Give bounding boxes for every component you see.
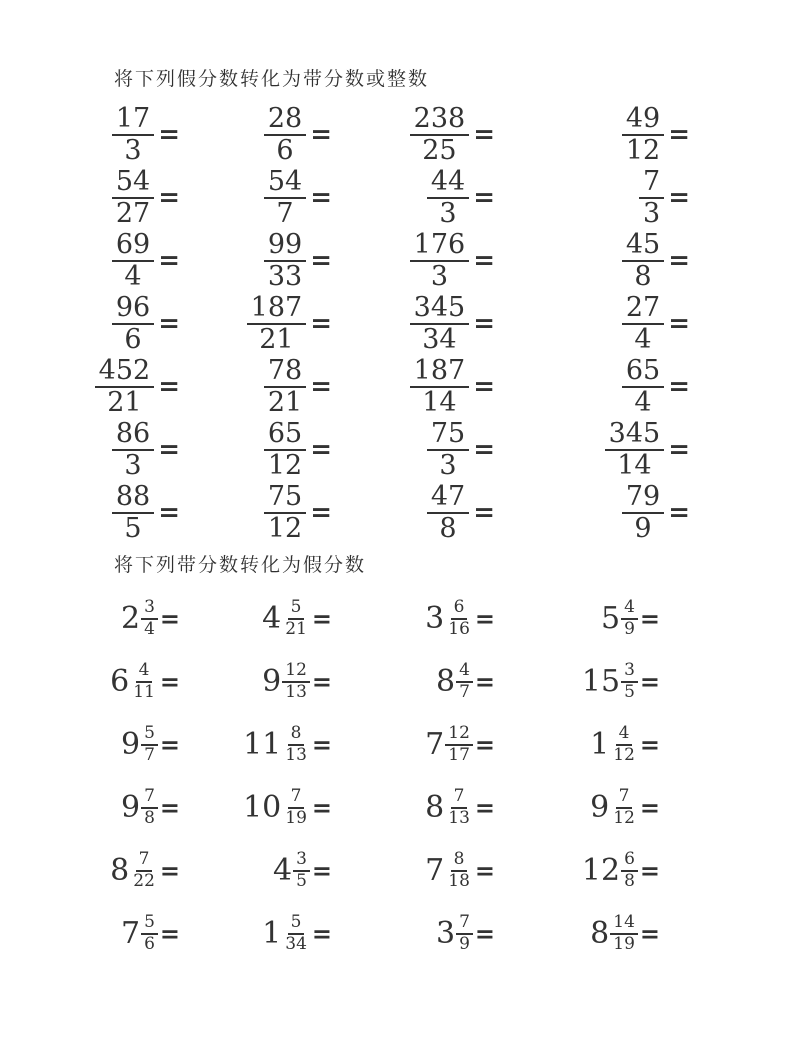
improper-fraction-problem-r1c2 [180, 103, 332, 166]
denominator: 12 [625, 134, 661, 166]
denominator: 3 [430, 260, 449, 292]
equals-sign: = [668, 371, 690, 402]
fraction [282, 911, 310, 954]
numerator: 238 [410, 105, 470, 136]
denominator: 3 [124, 134, 142, 166]
whole-number: 12 [581, 852, 621, 888]
numerator: 3 [621, 662, 638, 683]
fraction [141, 785, 158, 828]
denominator: 16 [448, 618, 470, 639]
numerator: 6 [451, 599, 468, 620]
equals-sign: = [668, 245, 690, 276]
mixed-number-problem-r5c4 [495, 839, 660, 902]
numerator: 7 [136, 851, 153, 872]
denominator: 21 [267, 386, 303, 418]
mixed-number-problem-r3c4 [495, 713, 660, 776]
denominator: 12 [613, 744, 635, 765]
numerator: 452 [95, 357, 155, 388]
equals-sign: = [473, 119, 495, 150]
numerator: 3 [293, 851, 310, 872]
mixed-number-problem-r5c3 [332, 839, 495, 902]
denominator: 3 [643, 197, 661, 229]
equals-sign: = [311, 667, 332, 696]
denominator: 5 [624, 681, 635, 702]
whole-number: 1 [262, 915, 282, 951]
numerator: 12 [282, 662, 310, 683]
equals-sign: = [668, 119, 690, 150]
numerator: 345 [410, 294, 470, 325]
fraction [621, 596, 638, 639]
improper-fraction-grid [98, 102, 800, 544]
equals-sign: = [668, 182, 690, 213]
denominator: 7 [459, 681, 470, 702]
fraction [264, 480, 306, 544]
whole-number: 10 [243, 789, 282, 825]
mixed-number-problem-r1c3 [332, 587, 495, 650]
whole-number: 11 [243, 726, 282, 762]
numerator: 75 [427, 420, 469, 451]
fraction [410, 354, 470, 418]
equals-sign: = [159, 856, 180, 885]
fraction [610, 911, 638, 954]
improper-fraction-problem-r5c3 [332, 355, 495, 418]
fraction [130, 659, 158, 702]
equals-sign: = [159, 793, 180, 822]
fraction [605, 417, 665, 481]
equals-sign: = [311, 793, 332, 822]
equals-sign: = [158, 308, 180, 339]
equals-sign: = [639, 793, 660, 822]
numerator: 14 [610, 914, 638, 935]
mixed-number-problem-r4c4 [495, 776, 660, 839]
mixed-number-problem-r4c3 [332, 776, 495, 839]
improper-fraction-problem-r3c2 [180, 229, 332, 292]
denominator: 13 [285, 744, 307, 765]
equals-sign: = [159, 919, 180, 948]
equals-sign: = [310, 245, 332, 276]
numerator: 69 [112, 231, 154, 262]
equals-sign: = [159, 604, 180, 633]
section-improper-title: 将下列假分数转化为带分数或整数 [114, 68, 430, 90]
equals-sign: = [639, 604, 660, 633]
equals-sign: = [159, 667, 180, 696]
equals-sign: = [473, 371, 495, 402]
denominator: 4 [634, 386, 652, 418]
mixed-number-problem-r2c2 [180, 650, 332, 713]
mixed-number-problem-r3c3 [332, 713, 495, 776]
numerator: 7 [456, 914, 473, 935]
fraction [639, 165, 664, 229]
equals-sign: = [473, 245, 495, 276]
fraction [141, 722, 158, 765]
fraction [264, 354, 306, 418]
fraction [622, 228, 664, 292]
denominator: 12 [613, 807, 635, 828]
mixed-number-problem-r3c2 [180, 713, 332, 776]
numerator: 187 [410, 357, 470, 388]
fraction [445, 785, 473, 828]
denominator: 21 [107, 386, 142, 418]
equals-sign: = [474, 730, 495, 759]
numerator: 7 [451, 788, 468, 809]
improper-fraction-problem-r4c4 [495, 292, 690, 355]
whole-number: 3 [435, 915, 456, 951]
denominator: 4 [634, 323, 652, 355]
fraction [112, 165, 154, 229]
numerator: 5 [288, 914, 305, 935]
numerator: 78 [264, 357, 306, 388]
numerator: 54 [264, 168, 306, 199]
equals-sign: = [158, 245, 180, 276]
denominator: 8 [634, 260, 652, 292]
denominator: 34 [285, 933, 307, 954]
improper-fraction-problem-r1c1 [112, 103, 180, 166]
denominator: 25 [422, 134, 457, 166]
whole-number: 4 [262, 600, 282, 636]
improper-fraction-problem-r2c3 [332, 166, 495, 229]
numerator: 12 [445, 725, 473, 746]
denominator: 4 [144, 618, 155, 639]
numerator: 4 [456, 662, 473, 683]
fraction [622, 354, 664, 418]
denominator: 7 [144, 744, 155, 765]
numerator: 187 [247, 294, 307, 325]
denominator: 21 [285, 618, 307, 639]
numerator: 5 [288, 599, 305, 620]
equals-sign: = [473, 182, 495, 213]
numerator: 8 [451, 851, 468, 872]
fraction [621, 848, 638, 891]
denominator: 11 [133, 681, 155, 702]
improper-fraction-problem-r2c2 [180, 166, 332, 229]
equals-sign: = [473, 434, 495, 465]
improper-fraction-problem-r6c3 [332, 418, 495, 481]
denominator: 5 [296, 870, 307, 891]
fraction [112, 228, 154, 292]
denominator: 9 [624, 618, 635, 639]
equals-sign: = [159, 730, 180, 759]
numerator: 7 [616, 788, 633, 809]
denominator: 13 [448, 807, 470, 828]
improper-fraction-problem-r7c1 [112, 481, 180, 544]
numerator: 65 [264, 420, 306, 451]
whole-number: 9 [262, 663, 282, 699]
numerator: 99 [264, 231, 306, 262]
denominator: 3 [439, 449, 457, 481]
equals-sign: = [639, 919, 660, 948]
denominator: 22 [133, 870, 155, 891]
fraction [410, 291, 470, 355]
numerator: 54 [112, 168, 154, 199]
improper-fraction-problem-r5c1 [98, 354, 180, 418]
numerator: 4 [616, 725, 633, 746]
denominator: 3 [124, 449, 142, 481]
equals-sign: = [474, 919, 495, 948]
denominator: 4 [124, 260, 142, 292]
fraction [410, 228, 470, 292]
improper-fraction-problem-r5c2 [180, 355, 332, 418]
equals-sign: = [310, 119, 332, 150]
improper-fraction-problem-r7c4 [495, 481, 690, 544]
denominator: 6 [124, 323, 142, 355]
fraction [622, 480, 664, 544]
fraction [282, 722, 310, 765]
numerator: 86 [112, 420, 154, 451]
equals-sign: = [158, 434, 180, 465]
improper-fraction-problem-r4c3 [332, 292, 495, 355]
improper-fraction-problem-r2c1 [112, 166, 180, 229]
numerator: 6 [621, 851, 638, 872]
fraction [282, 659, 310, 702]
denominator: 8 [439, 512, 457, 544]
numerator: 88 [112, 483, 154, 514]
numerator: 345 [605, 420, 665, 451]
denominator: 18 [448, 870, 470, 891]
mixed-number-problem-r1c2 [180, 587, 332, 650]
fraction [410, 102, 470, 166]
equals-sign: = [474, 667, 495, 696]
fraction [282, 596, 310, 639]
denominator: 3 [439, 197, 457, 229]
denominator: 27 [115, 197, 151, 229]
whole-number: 9 [120, 726, 141, 762]
equals-sign: = [473, 308, 495, 339]
equals-sign: = [310, 434, 332, 465]
fraction [112, 102, 154, 166]
numerator: 4 [136, 662, 153, 683]
numerator: 49 [622, 105, 664, 136]
fraction [112, 480, 154, 544]
mixed-number-problem-r3c1 [112, 713, 180, 776]
equals-sign: = [311, 604, 332, 633]
numerator: 45 [622, 231, 664, 262]
mixed-number-problem-r2c1 [112, 650, 180, 713]
numerator: 28 [264, 105, 306, 136]
denominator: 9 [459, 933, 470, 954]
mixed-number-problem-r6c4 [495, 902, 660, 965]
fraction [621, 659, 638, 702]
numerator: 8 [288, 725, 305, 746]
improper-fraction-problem-r7c2 [180, 481, 332, 544]
whole-number: 8 [435, 663, 456, 699]
improper-fraction-problem-r7c3 [332, 481, 495, 544]
improper-fraction-problem-r4c1 [112, 292, 180, 355]
improper-fraction-problem-r6c1 [112, 418, 180, 481]
denominator: 17 [448, 744, 470, 765]
denominator: 19 [285, 807, 307, 828]
numerator: 65 [622, 357, 664, 388]
numerator: 7 [639, 168, 664, 199]
whole-number: 8 [425, 789, 445, 825]
fraction [610, 722, 638, 765]
whole-number: 7 [425, 852, 445, 888]
denominator: 33 [267, 260, 303, 292]
denominator: 13 [285, 681, 307, 702]
improper-fraction-problem-r5c4 [495, 355, 690, 418]
denominator: 21 [259, 323, 294, 355]
denominator: 14 [617, 449, 652, 481]
mixed-number-problem-r5c2 [180, 839, 332, 902]
equals-sign: = [310, 371, 332, 402]
whole-number: 7 [425, 726, 445, 762]
mixed-number-problem-r2c3 [332, 650, 495, 713]
mixed-number-problem-r1c1 [112, 587, 180, 650]
numerator: 5 [141, 914, 158, 935]
equals-sign: = [474, 856, 495, 885]
equals-sign: = [310, 182, 332, 213]
mixed-number-problem-r2c4 [495, 650, 660, 713]
fraction [445, 722, 473, 765]
denominator: 12 [267, 512, 303, 544]
equals-sign: = [158, 119, 180, 150]
improper-fraction-problem-r1c4 [495, 103, 690, 166]
whole-number: 4 [272, 852, 293, 888]
fraction [427, 417, 469, 481]
improper-fraction-problem-r2c4 [495, 166, 690, 229]
numerator: 4 [621, 599, 638, 620]
mixed-number-problem-r4c2 [180, 776, 332, 839]
whole-number: 5 [600, 600, 621, 636]
whole-number: 9 [120, 789, 141, 825]
equals-sign: = [639, 856, 660, 885]
numerator: 7 [288, 788, 305, 809]
fraction [456, 659, 473, 702]
denominator: 8 [144, 807, 155, 828]
equals-sign: = [474, 793, 495, 822]
improper-fraction-problem-r3c1 [112, 229, 180, 292]
equals-sign: = [311, 919, 332, 948]
denominator: 19 [613, 933, 635, 954]
mixed-number-problem-r5c1 [112, 839, 180, 902]
fraction [112, 291, 154, 355]
equals-sign: = [639, 730, 660, 759]
numerator: 96 [112, 294, 154, 325]
fraction [130, 848, 158, 891]
denominator: 14 [422, 386, 457, 418]
improper-fraction-problem-r6c2 [180, 418, 332, 481]
equals-sign: = [158, 497, 180, 528]
fraction [445, 596, 473, 639]
fraction [95, 354, 155, 418]
fraction [264, 228, 306, 292]
equals-sign: = [310, 497, 332, 528]
numerator: 17 [112, 105, 154, 136]
equals-sign: = [310, 308, 332, 339]
fraction [264, 102, 306, 166]
denominator: 6 [144, 933, 155, 954]
denominator: 34 [422, 323, 457, 355]
equals-sign: = [474, 604, 495, 633]
equals-sign: = [639, 667, 660, 696]
fraction [293, 848, 310, 891]
equals-sign: = [311, 856, 332, 885]
denominator: 5 [124, 512, 142, 544]
fraction [622, 102, 664, 166]
section-mixed-title: 将下列带分数转化为假分数 [114, 554, 367, 576]
denominator: 9 [634, 512, 652, 544]
improper-fraction-problem-r1c3 [332, 103, 495, 166]
equals-sign: = [158, 371, 180, 402]
numerator: 27 [622, 294, 664, 325]
equals-sign: = [311, 730, 332, 759]
mixed-number-problem-r4c1 [112, 776, 180, 839]
fraction [427, 165, 469, 229]
numerator: 75 [264, 483, 306, 514]
whole-number: 7 [120, 915, 141, 951]
mixed-number-problem-r1c4 [495, 587, 660, 650]
equals-sign: = [668, 308, 690, 339]
whole-number: 8 [110, 852, 130, 888]
whole-number: 9 [590, 789, 610, 825]
denominator: 12 [267, 449, 303, 481]
whole-number: 15 [581, 663, 621, 699]
mixed-number-grid [112, 587, 800, 965]
mixed-number-problem-r6c1 [112, 902, 180, 965]
numerator: 5 [141, 725, 158, 746]
fraction [456, 911, 473, 954]
denominator: 7 [276, 197, 294, 229]
fraction [427, 480, 469, 544]
whole-number: 3 [425, 600, 445, 636]
improper-fraction-problem-r3c3 [332, 229, 495, 292]
equals-sign: = [668, 497, 690, 528]
numerator: 7 [141, 788, 158, 809]
fraction [141, 596, 158, 639]
equals-sign: = [158, 182, 180, 213]
numerator: 44 [427, 168, 469, 199]
improper-fraction-problem-r6c4 [495, 418, 690, 481]
mixed-number-problem-r6c3 [332, 902, 495, 965]
numerator: 3 [141, 599, 158, 620]
equals-sign: = [473, 497, 495, 528]
fraction [141, 911, 158, 954]
numerator: 79 [622, 483, 664, 514]
denominator: 6 [276, 134, 294, 166]
numerator: 176 [410, 231, 470, 262]
fraction [610, 785, 638, 828]
fraction [247, 291, 307, 355]
fraction [264, 417, 306, 481]
fraction [445, 848, 473, 891]
whole-number: 2 [120, 600, 141, 636]
numerator: 47 [427, 483, 469, 514]
equals-sign: = [668, 434, 690, 465]
fraction [264, 165, 306, 229]
whole-number: 6 [110, 663, 130, 699]
mixed-number-problem-r6c2 [180, 902, 332, 965]
improper-fraction-problem-r4c2 [180, 292, 332, 355]
fraction [112, 417, 154, 481]
denominator: 8 [624, 870, 635, 891]
whole-number: 1 [590, 726, 610, 762]
fraction [622, 291, 664, 355]
fraction [282, 785, 310, 828]
improper-fraction-problem-r3c4 [495, 229, 690, 292]
whole-number: 8 [590, 915, 610, 951]
